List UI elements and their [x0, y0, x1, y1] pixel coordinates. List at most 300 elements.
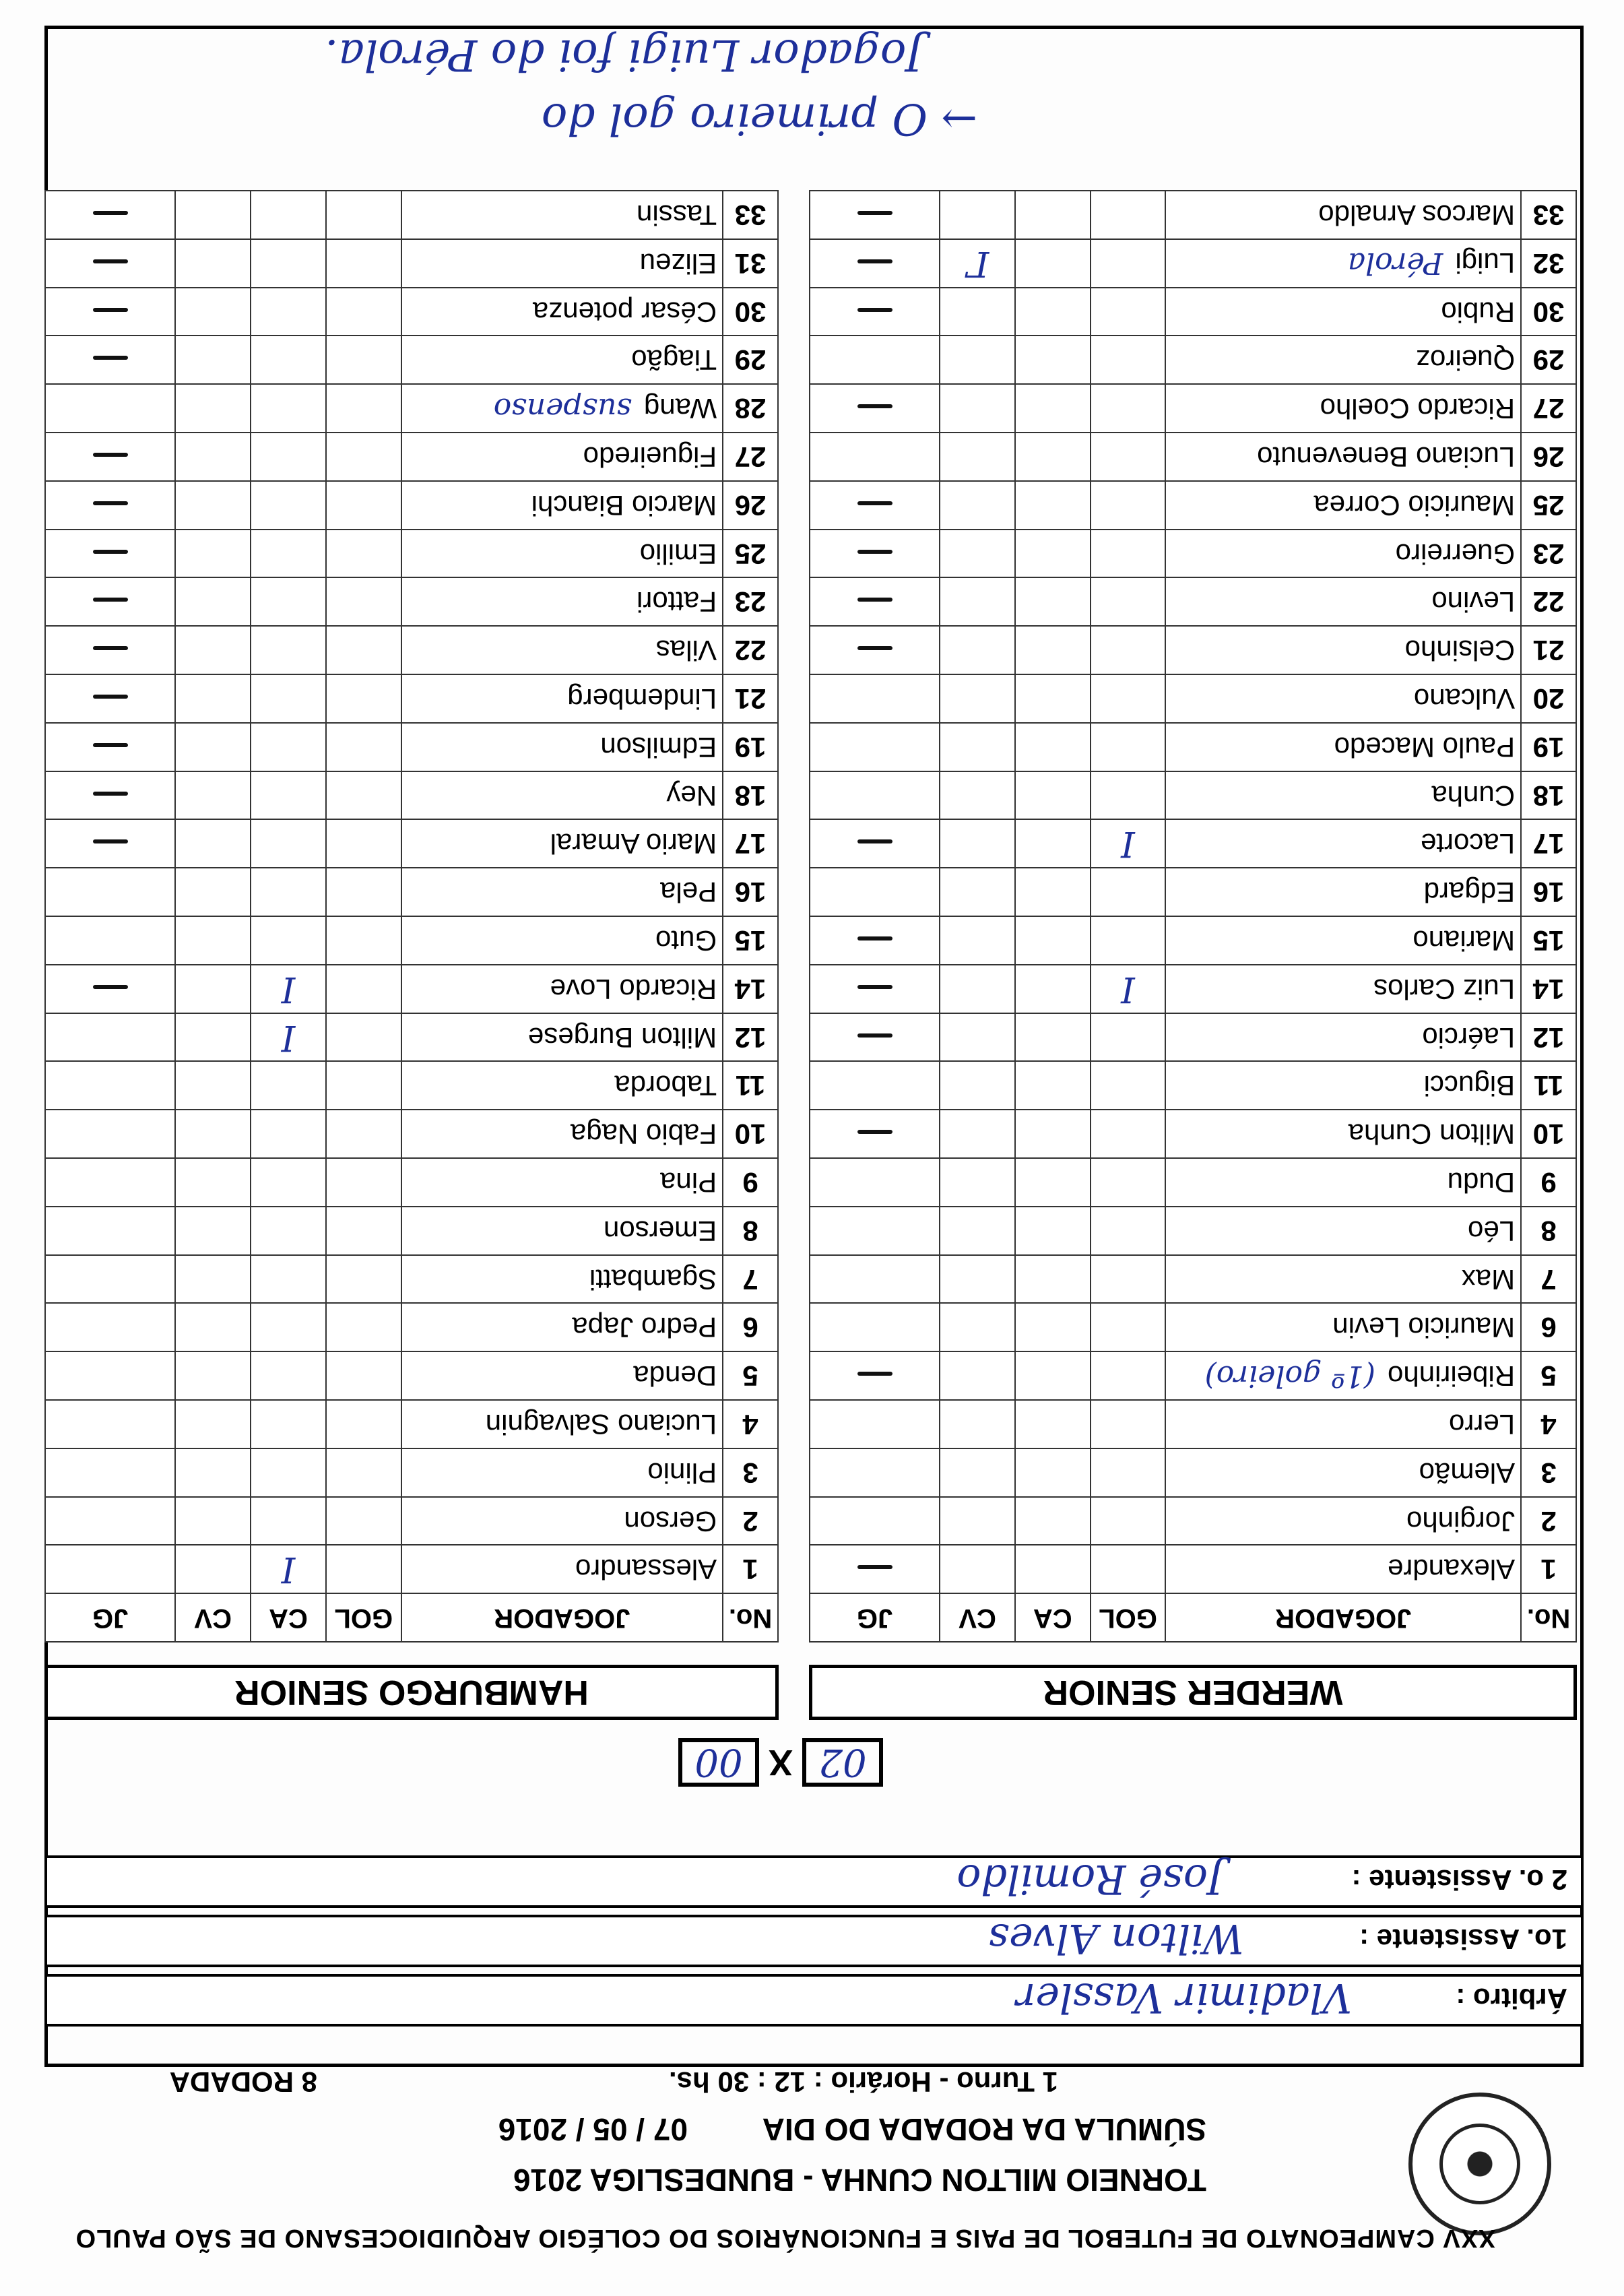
player-gol-cell[interactable]: [326, 1448, 401, 1497]
player-jg-cell[interactable]: [810, 336, 940, 384]
player-jg-cell[interactable]: [45, 1207, 175, 1255]
player-jg-cell[interactable]: [810, 1400, 940, 1448]
player-name-cell: [401, 1303, 723, 1351]
player-gol-cell[interactable]: [1091, 674, 1166, 723]
player-jg-cell[interactable]: [45, 1303, 175, 1351]
player-jg-cell[interactable]: [45, 288, 175, 336]
player-jg-cell[interactable]: [810, 916, 940, 965]
player-cv-cell[interactable]: [175, 868, 251, 916]
player-ca-cell[interactable]: [1015, 1110, 1091, 1158]
player-name-cell: [401, 626, 723, 674]
player-jg-cell[interactable]: [45, 530, 175, 578]
player-jg-cell[interactable]: [45, 336, 175, 384]
player-cv-cell[interactable]: [940, 723, 1015, 771]
player-gol-cell[interactable]: [1091, 288, 1166, 336]
player-ca-cell[interactable]: [251, 723, 326, 771]
player-number: 14: [723, 965, 778, 1013]
player-gol-cell[interactable]: [326, 1158, 401, 1207]
player-jg-cell[interactable]: [810, 530, 940, 578]
player-gol-cell[interactable]: [1091, 819, 1166, 868]
player-cv-cell[interactable]: [175, 916, 251, 965]
player-ca-cell[interactable]: [251, 481, 326, 530]
player-cv-cell[interactable]: [940, 916, 1015, 965]
player-gol-cell[interactable]: [1091, 191, 1166, 239]
player-cv-cell[interactable]: [940, 1158, 1015, 1207]
player-gol-cell[interactable]: [1091, 1061, 1166, 1110]
player-gol-cell[interactable]: [326, 530, 401, 578]
player-jg-cell[interactable]: [810, 1061, 940, 1110]
player-row: [810, 530, 1576, 578]
player-gol-cell[interactable]: [326, 1400, 401, 1448]
player-gol-cell[interactable]: [1091, 433, 1166, 481]
player-gol-cell[interactable]: [326, 577, 401, 626]
player-ca-cell[interactable]: [251, 868, 326, 916]
player-number: 8: [723, 1207, 778, 1255]
player-cv-cell[interactable]: [940, 965, 1015, 1013]
played-tick-mark: [93, 308, 128, 312]
player-gol-cell[interactable]: [1091, 771, 1166, 820]
player-gol-cell[interactable]: [1091, 239, 1166, 288]
player-number: 25: [1521, 481, 1576, 530]
player-gol-cell[interactable]: [326, 771, 401, 820]
player-cv-cell[interactable]: [940, 577, 1015, 626]
player-jg-cell[interactable]: [45, 1255, 175, 1304]
played-tick-mark: [857, 646, 892, 650]
player-jg-cell[interactable]: [810, 577, 940, 626]
player-ca-cell[interactable]: [1015, 239, 1091, 288]
team-title-werder: WERDER SENIOR: [809, 1665, 1577, 1720]
player-jg-cell[interactable]: [45, 771, 175, 820]
player-ca-cell[interactable]: [1015, 771, 1091, 820]
player-number: 6: [1521, 1303, 1576, 1351]
player-ca-cell[interactable]: [1015, 916, 1091, 965]
col-jogador: JOGADOR: [401, 1593, 723, 1642]
player-gol-cell[interactable]: [1091, 481, 1166, 530]
player-jg-cell[interactable]: [810, 384, 940, 433]
player-cv-cell[interactable]: [175, 1013, 251, 1062]
player-cv-cell[interactable]: [175, 1110, 251, 1158]
player-jg-cell[interactable]: [810, 723, 940, 771]
player-ca-cell[interactable]: [251, 530, 326, 578]
player-gol-cell[interactable]: [326, 433, 401, 481]
player-cv-cell[interactable]: [940, 239, 1015, 288]
player-number: 21: [723, 674, 778, 723]
player-ca-cell[interactable]: [251, 1061, 326, 1110]
player-ca-cell[interactable]: [251, 239, 326, 288]
player-gol-cell[interactable]: [1091, 1158, 1166, 1207]
player-cv-cell[interactable]: [940, 1110, 1015, 1158]
player-ca-cell[interactable]: [1015, 868, 1091, 916]
player-jg-cell[interactable]: [810, 191, 940, 239]
player-jg-cell[interactable]: [45, 1351, 175, 1400]
player-gol-cell[interactable]: [1091, 1400, 1166, 1448]
player-cv-cell[interactable]: [940, 819, 1015, 868]
player-name-cell: [1165, 1013, 1521, 1062]
player-jg-cell[interactable]: [810, 1207, 940, 1255]
player-ca-cell[interactable]: [1015, 1061, 1091, 1110]
player-gol-cell[interactable]: [326, 1207, 401, 1255]
player-gol-cell[interactable]: [1091, 626, 1166, 674]
player-gol-cell[interactable]: [326, 1497, 401, 1545]
player-ca-cell[interactable]: [251, 916, 326, 965]
player-cv-cell[interactable]: [175, 1061, 251, 1110]
player-cv-cell[interactable]: [175, 1303, 251, 1351]
player-ca-cell[interactable]: [1015, 965, 1091, 1013]
player-jg-cell[interactable]: [810, 1013, 940, 1062]
player-cv-cell[interactable]: [940, 384, 1015, 433]
player-name: Bigucci: [1423, 1070, 1516, 1102]
player-ca-cell[interactable]: [251, 1013, 326, 1062]
player-jg-cell[interactable]: [45, 868, 175, 916]
player-name: Emilio: [639, 538, 717, 570]
player-name: Pina: [660, 1166, 717, 1199]
player-cv-cell[interactable]: [940, 530, 1015, 578]
player-ca-cell[interactable]: [1015, 384, 1091, 433]
col-jogador: JOGADOR: [1165, 1593, 1521, 1642]
player-jg-cell[interactable]: [810, 1545, 940, 1593]
player-cv-cell[interactable]: [940, 1400, 1015, 1448]
player-ca-cell[interactable]: [1015, 577, 1091, 626]
player-ca-cell[interactable]: [251, 1303, 326, 1351]
player-ca-cell[interactable]: [251, 1158, 326, 1207]
assistant1-name[interactable]: Wilton Alves: [988, 1915, 1244, 1962]
player-name-cell: [1165, 819, 1521, 868]
player-cv-cell[interactable]: [175, 1351, 251, 1400]
player-number: 29: [723, 336, 778, 384]
player-ca-cell[interactable]: [251, 191, 326, 239]
player-ca-cell[interactable]: [251, 336, 326, 384]
referee-name[interactable]: Vladimir Vassler: [1016, 1974, 1352, 2021]
player-row: [810, 916, 1576, 965]
player-gol-cell[interactable]: [1091, 1013, 1166, 1062]
player-jg-cell[interactable]: [810, 1497, 940, 1545]
player-ca-cell[interactable]: [1015, 626, 1091, 674]
player-gol-cell[interactable]: [326, 1351, 401, 1400]
player-gol-cell[interactable]: [1091, 577, 1166, 626]
player-jg-cell[interactable]: [45, 1158, 175, 1207]
table-header-row: [810, 1593, 1576, 1642]
player-jg-cell[interactable]: [810, 626, 940, 674]
player-cv-cell[interactable]: [175, 674, 251, 723]
player-cv-cell[interactable]: [175, 819, 251, 868]
player-jg-cell[interactable]: [45, 384, 175, 433]
player-name-cell: [401, 384, 723, 433]
player-jg-cell[interactable]: [810, 239, 940, 288]
player-name-cell: [401, 1400, 723, 1448]
player-ca-cell[interactable]: [1015, 1255, 1091, 1304]
player-jg-cell[interactable]: [45, 1061, 175, 1110]
player-cv-cell[interactable]: [175, 626, 251, 674]
player-row: [810, 1400, 1576, 1448]
player-jg-cell[interactable]: [810, 1303, 940, 1351]
player-cv-cell[interactable]: [175, 577, 251, 626]
player-gol-cell[interactable]: [326, 1061, 401, 1110]
player-cv-cell[interactable]: [940, 1303, 1015, 1351]
player-gol-cell[interactable]: [1091, 1351, 1166, 1400]
player-cv-cell[interactable]: [175, 965, 251, 1013]
player-gol-cell[interactable]: [1091, 1255, 1166, 1304]
player-gol-cell[interactable]: [1091, 384, 1166, 433]
player-name: Luciano Salvagnin: [485, 1408, 717, 1440]
player-cv-cell[interactable]: [940, 1013, 1015, 1062]
player-cv-cell[interactable]: [940, 336, 1015, 384]
player-ca-cell[interactable]: [251, 771, 326, 820]
player-cv-cell[interactable]: [940, 674, 1015, 723]
player-jg-cell[interactable]: [810, 771, 940, 820]
player-name-cell: [1165, 965, 1521, 1013]
player-jg-cell[interactable]: [810, 1158, 940, 1207]
player-cv-cell[interactable]: [940, 1061, 1015, 1110]
player-gol-cell[interactable]: [326, 1013, 401, 1062]
player-cv-cell[interactable]: [940, 1255, 1015, 1304]
referee-label: Árbitro :: [1456, 1983, 1567, 2014]
player-ca-cell[interactable]: [1015, 481, 1091, 530]
player-cv-cell[interactable]: [175, 1207, 251, 1255]
player-jg-cell[interactable]: [810, 481, 940, 530]
player-jg-cell[interactable]: [45, 916, 175, 965]
player-gol-cell[interactable]: [326, 288, 401, 336]
player-gol-cell[interactable]: [326, 1303, 401, 1351]
player-handwritten-note: Pérola: [1347, 246, 1443, 281]
player-jg-cell[interactable]: [45, 674, 175, 723]
player-name: Celsinho: [1404, 635, 1516, 667]
player-cv-cell[interactable]: [940, 288, 1015, 336]
player-name: César potenza: [532, 296, 717, 328]
player-ca-cell[interactable]: [1015, 1497, 1091, 1545]
player-cv-cell[interactable]: [940, 771, 1015, 820]
player-row: [810, 481, 1576, 530]
player-jg-cell[interactable]: [810, 288, 940, 336]
player-number: 11: [723, 1061, 778, 1110]
played-tick-mark: [857, 839, 892, 843]
player-ca-cell[interactable]: [1015, 723, 1091, 771]
player-gol-cell[interactable]: [1091, 336, 1166, 384]
player-gol-cell[interactable]: [326, 916, 401, 965]
player-ca-cell[interactable]: [251, 1545, 326, 1593]
player-cv-cell[interactable]: [175, 1158, 251, 1207]
away-score[interactable]: 00: [678, 1738, 759, 1787]
player-ca-cell[interactable]: [251, 1448, 326, 1497]
player-gol-cell[interactable]: [326, 868, 401, 916]
player-gol-cell[interactable]: [1091, 723, 1166, 771]
player-ca-cell[interactable]: [251, 1110, 326, 1158]
player-row: [810, 1158, 1576, 1207]
player-ca-cell[interactable]: [1015, 1013, 1091, 1062]
player-ca-cell[interactable]: [251, 288, 326, 336]
player-gol-cell[interactable]: [1091, 1448, 1166, 1497]
player-cv-cell[interactable]: [175, 1255, 251, 1304]
player-gol-cell[interactable]: [1091, 1545, 1166, 1593]
player-jg-cell[interactable]: [45, 433, 175, 481]
player-jg-cell[interactable]: [45, 1013, 175, 1062]
player-name-cell: [401, 1158, 723, 1207]
player-ca-cell[interactable]: [1015, 336, 1091, 384]
played-tick-mark: [93, 550, 128, 554]
player-gol-cell[interactable]: [326, 191, 401, 239]
player-cv-cell[interactable]: [175, 530, 251, 578]
player-gol-cell[interactable]: [326, 674, 401, 723]
player-row: [810, 191, 1576, 239]
player-ca-cell[interactable]: [1015, 1545, 1091, 1593]
player-cv-cell[interactable]: [940, 1545, 1015, 1593]
player-cv-cell[interactable]: [175, 288, 251, 336]
player-number: 26: [723, 481, 778, 530]
player-jg-cell[interactable]: [810, 868, 940, 916]
player-gol-cell[interactable]: [326, 1255, 401, 1304]
player-name-cell: [1165, 433, 1521, 481]
player-ca-cell[interactable]: [251, 819, 326, 868]
player-ca-cell[interactable]: [251, 433, 326, 481]
player-jg-cell[interactable]: [45, 626, 175, 674]
player-cv-cell[interactable]: [175, 481, 251, 530]
championship-logo: [1408, 2093, 1551, 2235]
player-jg-cell[interactable]: [810, 433, 940, 481]
player-row: [45, 819, 778, 868]
player-ca-cell[interactable]: [251, 1400, 326, 1448]
player-name-cell: [1165, 1545, 1521, 1593]
player-cv-cell[interactable]: [175, 239, 251, 288]
player-cv-cell[interactable]: [175, 191, 251, 239]
player-ca-cell[interactable]: [251, 1207, 326, 1255]
home-score[interactable]: 02: [802, 1738, 883, 1787]
player-name: Elizeu: [639, 247, 717, 280]
player-cv-cell[interactable]: [175, 1545, 251, 1593]
played-tick-mark: [93, 646, 128, 650]
player-gol-mark: I: [1121, 968, 1135, 1009]
player-cv-cell[interactable]: [940, 433, 1015, 481]
player-jg-cell[interactable]: [810, 1448, 940, 1497]
player-jg-cell[interactable]: [45, 1545, 175, 1593]
player-cv-cell[interactable]: [940, 1448, 1015, 1497]
player-ca-cell[interactable]: [1015, 1207, 1091, 1255]
player-ca-mark: I: [281, 1017, 296, 1058]
player-cv-cell[interactable]: [940, 1497, 1015, 1545]
player-gol-cell[interactable]: [326, 965, 401, 1013]
player-name-cell: [401, 819, 723, 868]
player-gol-cell[interactable]: [1091, 916, 1166, 965]
player-gol-cell[interactable]: [1091, 1303, 1166, 1351]
player-jg-cell[interactable]: [45, 723, 175, 771]
player-cv-cell[interactable]: [175, 1497, 251, 1545]
player-cv-cell[interactable]: [175, 1400, 251, 1448]
player-gol-cell[interactable]: [1091, 1497, 1166, 1545]
player-jg-cell[interactable]: [810, 1351, 940, 1400]
player-name-cell: [1165, 1400, 1521, 1448]
player-ca-cell[interactable]: [1015, 1303, 1091, 1351]
player-gol-cell[interactable]: [326, 336, 401, 384]
player-cv-cell[interactable]: [175, 384, 251, 433]
player-cv-cell[interactable]: [175, 433, 251, 481]
player-gol-cell[interactable]: [1091, 868, 1166, 916]
player-gol-cell[interactable]: [1091, 1110, 1166, 1158]
score-separator: X: [768, 1742, 793, 1783]
player-gol-cell[interactable]: [326, 1545, 401, 1593]
player-ca-cell[interactable]: [251, 1497, 326, 1545]
player-ca-cell[interactable]: [1015, 1351, 1091, 1400]
player-jg-cell[interactable]: [45, 239, 175, 288]
player-ca-cell[interactable]: [1015, 191, 1091, 239]
player-jg-cell[interactable]: [810, 965, 940, 1013]
player-gol-cell[interactable]: [326, 723, 401, 771]
player-gol-cell[interactable]: [326, 239, 401, 288]
player-ca-cell[interactable]: [1015, 433, 1091, 481]
player-ca-cell[interactable]: [251, 674, 326, 723]
player-row: [810, 1110, 1576, 1158]
played-tick-mark: [93, 743, 128, 747]
player-ca-cell[interactable]: [1015, 288, 1091, 336]
match-date: 07 / 05 / 2016: [498, 2112, 688, 2147]
player-row: [45, 1255, 778, 1304]
player-name: Marcos Arnaldo: [1318, 199, 1516, 231]
player-cv-cell[interactable]: [940, 191, 1015, 239]
player-name: Alemão: [1419, 1457, 1516, 1489]
player-ca-cell[interactable]: [1015, 1158, 1091, 1207]
player-ca-cell[interactable]: [1015, 819, 1091, 868]
player-jg-cell[interactable]: [45, 1110, 175, 1158]
player-jg-cell[interactable]: [45, 965, 175, 1013]
player-cv-cell[interactable]: [940, 481, 1015, 530]
player-cv-cell[interactable]: [940, 1351, 1015, 1400]
player-gol-cell[interactable]: [326, 481, 401, 530]
player-ca-cell[interactable]: [251, 626, 326, 674]
player-jg-cell[interactable]: [810, 674, 940, 723]
player-ca-cell[interactable]: [1015, 530, 1091, 578]
player-ca-cell[interactable]: [251, 577, 326, 626]
player-name: Pedro Japa: [572, 1312, 717, 1344]
player-jg-cell[interactable]: [810, 1110, 940, 1158]
player-gol-cell[interactable]: [1091, 1207, 1166, 1255]
player-jg-cell[interactable]: [810, 1255, 940, 1304]
player-gol-cell[interactable]: [326, 1110, 401, 1158]
player-jg-cell[interactable]: [810, 819, 940, 868]
player-jg-cell[interactable]: [45, 1400, 175, 1448]
player-jg-cell[interactable]: [45, 191, 175, 239]
player-cv-cell[interactable]: [940, 626, 1015, 674]
player-name-cell: [401, 674, 723, 723]
player-jg-cell[interactable]: [45, 1497, 175, 1545]
player-ca-cell[interactable]: [251, 965, 326, 1013]
player-jg-cell[interactable]: [45, 577, 175, 626]
played-tick-mark: [857, 1372, 892, 1376]
player-cv-cell[interactable]: [175, 723, 251, 771]
assistant2-name[interactable]: José Romildo: [956, 1855, 1224, 1903]
player-jg-cell[interactable]: [45, 819, 175, 868]
player-ca-cell[interactable]: [1015, 674, 1091, 723]
player-ca-cell[interactable]: [251, 1351, 326, 1400]
player-jg-cell[interactable]: [45, 481, 175, 530]
player-name: Léo: [1468, 1215, 1516, 1247]
player-cv-cell[interactable]: [940, 1207, 1015, 1255]
player-ca-cell[interactable]: [1015, 1400, 1091, 1448]
player-cv-cell[interactable]: [175, 771, 251, 820]
player-number: 27: [723, 433, 778, 481]
player-jg-cell[interactable]: [45, 1448, 175, 1497]
player-cv-cell[interactable]: [940, 868, 1015, 916]
player-cv-cell[interactable]: [175, 336, 251, 384]
player-row: [810, 336, 1576, 384]
player-ca-cell[interactable]: [1015, 1448, 1091, 1497]
player-gol-cell[interactable]: [1091, 530, 1166, 578]
player-name-cell: [401, 771, 723, 820]
player-name-cell: [401, 191, 723, 239]
player-ca-cell[interactable]: [251, 384, 326, 433]
player-gol-cell[interactable]: [1091, 965, 1166, 1013]
player-ca-cell[interactable]: [251, 1255, 326, 1304]
player-gol-cell[interactable]: [326, 819, 401, 868]
player-gol-cell[interactable]: [326, 626, 401, 674]
player-gol-cell[interactable]: [326, 384, 401, 433]
player-cv-cell[interactable]: [175, 1448, 251, 1497]
